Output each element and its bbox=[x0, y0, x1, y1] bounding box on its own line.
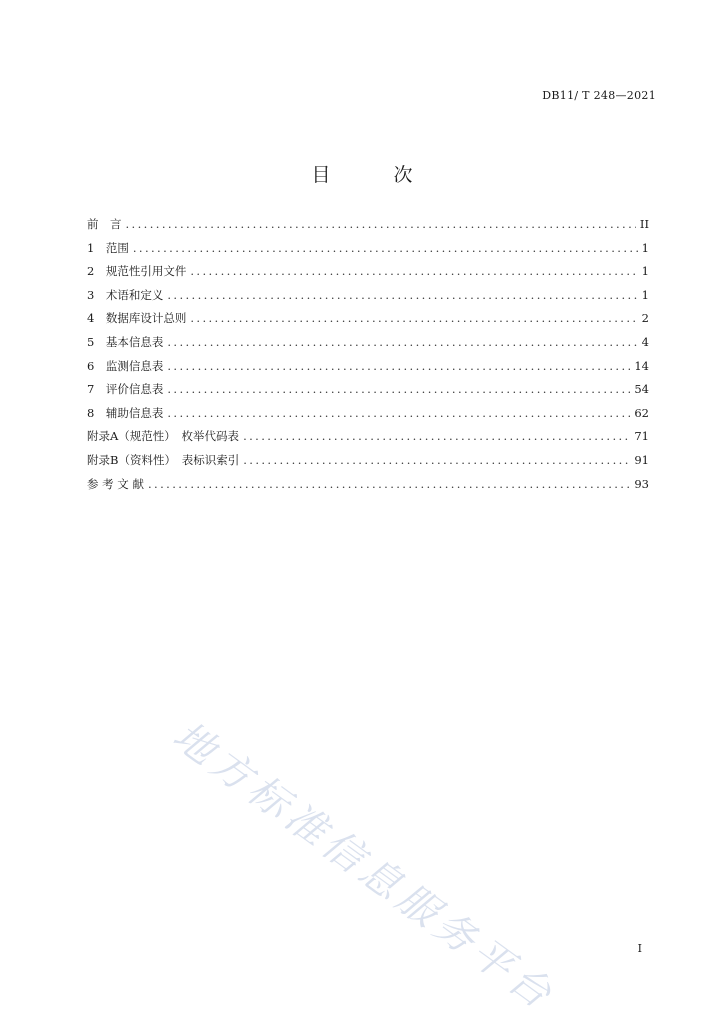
toc-entry-label: 1 范围 bbox=[87, 240, 129, 255]
toc-dot-leader bbox=[190, 311, 637, 325]
document-code: DB11/ T 248—2021 bbox=[542, 89, 656, 102]
page-number: I bbox=[637, 942, 642, 955]
toc-entry-page: 1 bbox=[641, 240, 649, 255]
toc-dot-leader bbox=[126, 217, 636, 231]
toc-entry-appendix-b[interactable] bbox=[87, 452, 649, 476]
toc-entry-page: 2 bbox=[641, 311, 649, 326]
toc-dot-leader bbox=[190, 264, 637, 278]
toc-dot-leader bbox=[167, 288, 637, 302]
toc-entry-page: 1 bbox=[641, 264, 649, 279]
toc-entry-page: 62 bbox=[634, 405, 649, 420]
toc-entry-auxiliary-info[interactable] bbox=[87, 405, 649, 429]
toc-dot-leader bbox=[148, 477, 630, 491]
toc-dot-leader bbox=[167, 359, 630, 373]
toc-entry-foreword[interactable] bbox=[87, 216, 649, 240]
toc-entry-page: 1 bbox=[641, 287, 649, 302]
toc-entry-label: 6 监测信息表 bbox=[87, 358, 164, 373]
toc-entry-page: 71 bbox=[634, 429, 649, 444]
table-of-contents bbox=[87, 216, 649, 499]
toc-entry-basic-info[interactable] bbox=[87, 334, 649, 358]
toc-entry-label: 附录A（规范性） 枚举代码表 bbox=[87, 429, 240, 444]
toc-entry-evaluation-info[interactable] bbox=[87, 381, 649, 405]
toc-entry-label: 5 基本信息表 bbox=[87, 334, 164, 349]
toc-entry-page: 93 bbox=[634, 476, 649, 491]
toc-entry-database-design[interactable] bbox=[87, 310, 649, 334]
toc-dot-leader bbox=[167, 406, 630, 420]
toc-entry-label: 2 规范性引用文件 bbox=[87, 264, 187, 279]
toc-dot-leader bbox=[167, 382, 630, 396]
toc-entry-terms[interactable] bbox=[87, 287, 649, 311]
toc-entry-appendix-a[interactable] bbox=[87, 428, 649, 452]
toc-dot-leader bbox=[243, 453, 630, 467]
toc-dot-leader bbox=[243, 429, 630, 443]
toc-dot-leader bbox=[167, 335, 637, 349]
toc-entry-page: 91 bbox=[634, 452, 649, 467]
toc-entry-scope[interactable] bbox=[87, 240, 649, 264]
toc-entry-label: 附录B（资料性） 表标识索引 bbox=[87, 452, 240, 467]
toc-entry-label: 参 考 文 献 bbox=[87, 476, 144, 491]
toc-entry-page: 14 bbox=[634, 358, 649, 373]
toc-dot-leader bbox=[133, 241, 638, 255]
toc-entry-label: 4 数据库设计总则 bbox=[87, 311, 187, 326]
toc-entry-page: II bbox=[639, 217, 649, 231]
toc-entry-bibliography[interactable] bbox=[87, 476, 649, 500]
watermark: 地方标准信息服务平台 bbox=[164, 712, 564, 1021]
toc-entry-label: 7 评价信息表 bbox=[87, 382, 164, 397]
toc-entry-normative-references[interactable] bbox=[87, 263, 649, 287]
toc-entry-page: 54 bbox=[634, 382, 649, 397]
toc-entry-label: 8 辅助信息表 bbox=[87, 405, 164, 420]
toc-entry-label: 3 术语和定义 bbox=[87, 287, 164, 302]
toc-entry-page: 4 bbox=[641, 334, 649, 349]
toc-entry-monitoring-info[interactable] bbox=[87, 358, 649, 382]
page-title: 目 次 bbox=[311, 164, 435, 186]
toc-entry-label: 前 言 bbox=[87, 217, 122, 231]
